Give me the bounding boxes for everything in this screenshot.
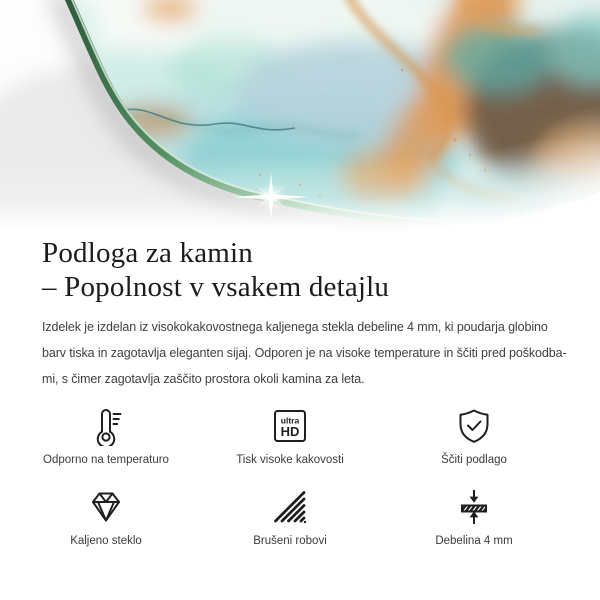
description-line: barv tiska in zagotavlja eleganten sijaj. Odporen je na visoke temperature in ščiti pred poškodba- xyxy=(42,346,567,360)
feature-label: Tisk visoke kakovosti xyxy=(236,454,344,466)
description-line: Izdelek je izdelan iz visokokakovostnega kaljenega stekla debeline 4 mm, ki poudarja globino xyxy=(42,320,548,334)
feature-label: Brušeni robovi xyxy=(253,535,327,547)
glass-panel-photo xyxy=(0,0,600,230)
feature-item-polished-edges xyxy=(198,487,382,548)
svg-text:HD: HD xyxy=(280,424,300,439)
feature-label: Kaljeno steklo xyxy=(70,535,142,547)
feature-item-temperature xyxy=(14,406,198,467)
feature-label: Odporno na temperaturo xyxy=(43,454,169,466)
svg-text:ultra: ultra xyxy=(280,415,300,426)
description-line: mi, s čimer zagotavlja zaščito prostora okoli kamina za leta. xyxy=(42,372,365,386)
product-title-line1: Podloga za kamin xyxy=(42,237,253,269)
feature-item-print-quality xyxy=(198,406,382,467)
hatched-edge-icon xyxy=(270,487,310,527)
product-description xyxy=(42,314,600,392)
shield-check-icon xyxy=(454,406,494,446)
feature-grid xyxy=(14,406,566,548)
feature-item-protects xyxy=(382,406,566,467)
diamond-icon xyxy=(86,487,126,527)
feature-label: Ščiti podlago xyxy=(441,454,507,466)
feature-item-tempered-glass xyxy=(14,487,198,548)
product-title xyxy=(42,236,600,304)
product-image xyxy=(0,0,600,230)
thickness-icon xyxy=(454,487,494,527)
feature-item-thickness xyxy=(382,487,566,548)
product-title-line2: – Popolnost v vsakem detajlu xyxy=(42,271,390,303)
feature-label: Debelina 4 mm xyxy=(435,535,513,547)
ultra-hd-icon xyxy=(270,406,310,446)
thermometer-icon xyxy=(86,406,126,446)
